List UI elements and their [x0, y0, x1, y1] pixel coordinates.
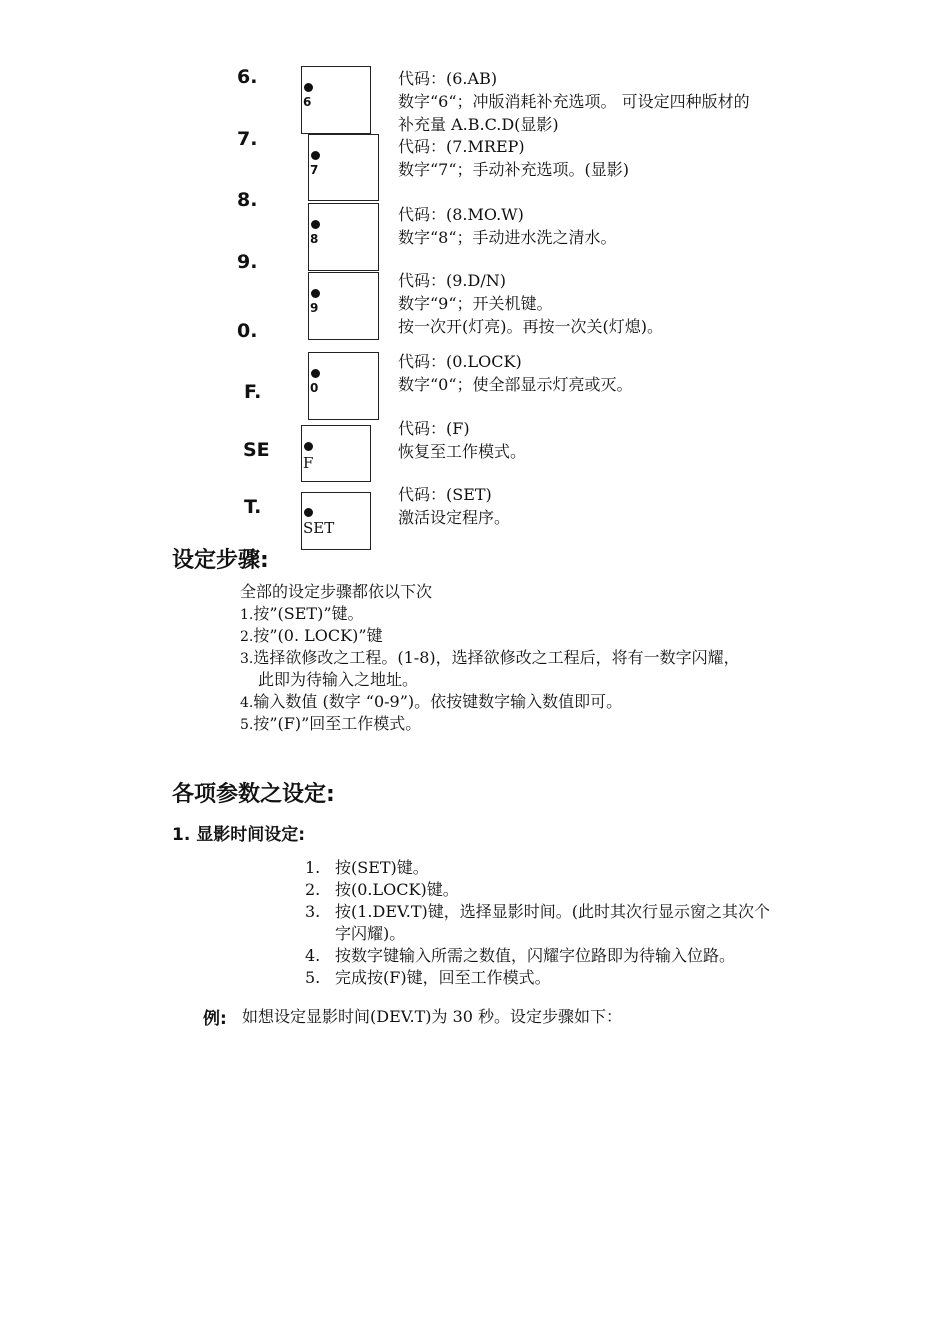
step-number: 1.: [305, 858, 321, 877]
key-label: F: [303, 454, 314, 472]
params-step: [305, 857, 429, 879]
led-dot-icon: [311, 220, 320, 229]
params-step: [305, 879, 459, 901]
params-sub-heading: 1. 显影时间设定:: [172, 825, 306, 845]
desc-line: 数字“7“；手动补充选项。(显影): [398, 160, 630, 179]
example-text: 如想设定显影时间(DEV.T)为 30 秒。设定步骤如下：: [242, 1007, 623, 1026]
desc-line: 代码：(8.MO.W): [398, 205, 524, 224]
row-number-6: 6.: [237, 66, 258, 88]
desc-block-0: [398, 350, 633, 396]
desc-block-7: [398, 135, 629, 181]
desc-line: 代码：(7.MREP): [398, 137, 525, 156]
row-number-8: 8.: [237, 189, 258, 211]
setup-heading: 设定步骤:: [172, 548, 269, 573]
step-number: 4.: [240, 695, 254, 711]
key-set-button: [301, 492, 371, 550]
led-dot-icon: [304, 442, 313, 451]
led-dot-icon: [311, 289, 320, 298]
row-number-7: 7.: [237, 128, 258, 150]
key-7-button: [308, 134, 379, 201]
desc-line: 数字“6“；冲版消耗补充选项。 可设定四种版材的: [398, 92, 750, 111]
step-number: 1.: [240, 607, 254, 623]
step-number: 5.: [305, 968, 321, 987]
row-number-0: 0.: [237, 320, 258, 342]
step-text: 按”(0. LOCK)”键: [253, 626, 383, 645]
led-dot-icon: [311, 369, 320, 378]
step-text: 完成按(F)键，回至工作模式。: [335, 968, 551, 987]
key-label: 0: [310, 381, 319, 395]
desc-line: 代码：(6.AB): [398, 69, 498, 88]
key-label: SET: [303, 519, 335, 537]
setup-step: [240, 647, 740, 670]
setup-step: [240, 603, 364, 626]
step-text: 按(0.LOCK)键。: [335, 880, 459, 899]
desc-line: 代码：(SET): [398, 485, 492, 504]
row-number-9: 9.: [237, 251, 258, 273]
key-label: 6: [303, 95, 312, 109]
key-8-button: [308, 203, 379, 271]
step-text: 选择欲修改之工程。(1-8)，选择欲修改之工程后，将有一数字闪耀，: [253, 648, 740, 667]
key-0-button: [308, 352, 379, 420]
row-number-se: SE: [243, 439, 270, 461]
step-text: 按(SET)键。: [335, 858, 429, 877]
key-label: 9: [310, 301, 319, 315]
params-step: [305, 901, 770, 923]
params-step: [305, 945, 735, 967]
desc-block-9: [398, 269, 663, 338]
key-label: 8: [310, 232, 319, 246]
key-9-button: [308, 272, 379, 340]
step-number: 3.: [240, 651, 254, 667]
desc-block-8: [398, 203, 617, 249]
desc-line: 激活设定程序。: [398, 508, 511, 527]
led-dot-icon: [311, 151, 320, 160]
step-number: 2.: [240, 629, 254, 645]
step-number: 4.: [305, 946, 321, 965]
desc-line: 补充量 A.B.C.D(显影): [398, 115, 559, 134]
desc-line: 恢复至工作模式。: [398, 442, 527, 461]
params-step: [305, 967, 551, 989]
step-text: 此即为待输入之地址。: [258, 670, 419, 689]
led-dot-icon: [304, 508, 313, 517]
desc-line: 代码：(0.LOCK): [398, 352, 522, 371]
step-number: 2.: [305, 880, 321, 899]
setup-step-continued: [258, 669, 418, 691]
key-label: 7: [310, 163, 319, 177]
key-f-button: [301, 425, 371, 482]
desc-block-6: [398, 67, 750, 136]
step-text: 按(1.DEV.T)键，选择显影时间。(此时其次行显示窗之其次个: [335, 902, 771, 921]
step-text: 按”(F)”回至工作模式。: [253, 714, 422, 733]
desc-line: 数字“0“；使全部显示灯亮或灭。: [398, 375, 633, 394]
step-text: 字闪耀)。: [335, 924, 406, 943]
row-number-f: F.: [244, 381, 262, 403]
example-label: 例:: [203, 1009, 227, 1029]
desc-block-f: [398, 417, 526, 463]
desc-line: 按一次开(灯亮)。再按一次关(灯熄)。: [398, 317, 663, 336]
desc-block-set: [398, 483, 510, 529]
desc-line: 代码：(9.D/N): [398, 271, 506, 290]
setup-intro: 全部的设定步骤都依以下次: [240, 582, 433, 601]
row-number-t: T.: [244, 496, 262, 518]
step-number: 5.: [240, 717, 254, 733]
setup-step: [240, 713, 421, 736]
desc-line: 数字“9“；开关机键。: [398, 294, 553, 313]
step-text: 输入数值 (数字 “0-9”)。依按键数字输入数值即可。: [253, 692, 623, 711]
setup-step: [240, 691, 622, 714]
desc-line: 代码：(F): [398, 419, 470, 438]
step-text: 按”(SET)”键。: [253, 604, 364, 623]
desc-line: 数字“8“；手动进水洗之清水。: [398, 228, 617, 247]
led-dot-icon: [304, 83, 313, 92]
step-text: 按数字键输入所需之数值，闪耀字位路即为待输入位路。: [335, 946, 736, 965]
step-number: 3.: [305, 902, 321, 921]
params-heading: 各项参数之设定:: [172, 782, 335, 807]
setup-step: [240, 625, 383, 648]
params-step-continued: [305, 923, 405, 945]
key-6-button: [301, 66, 371, 134]
